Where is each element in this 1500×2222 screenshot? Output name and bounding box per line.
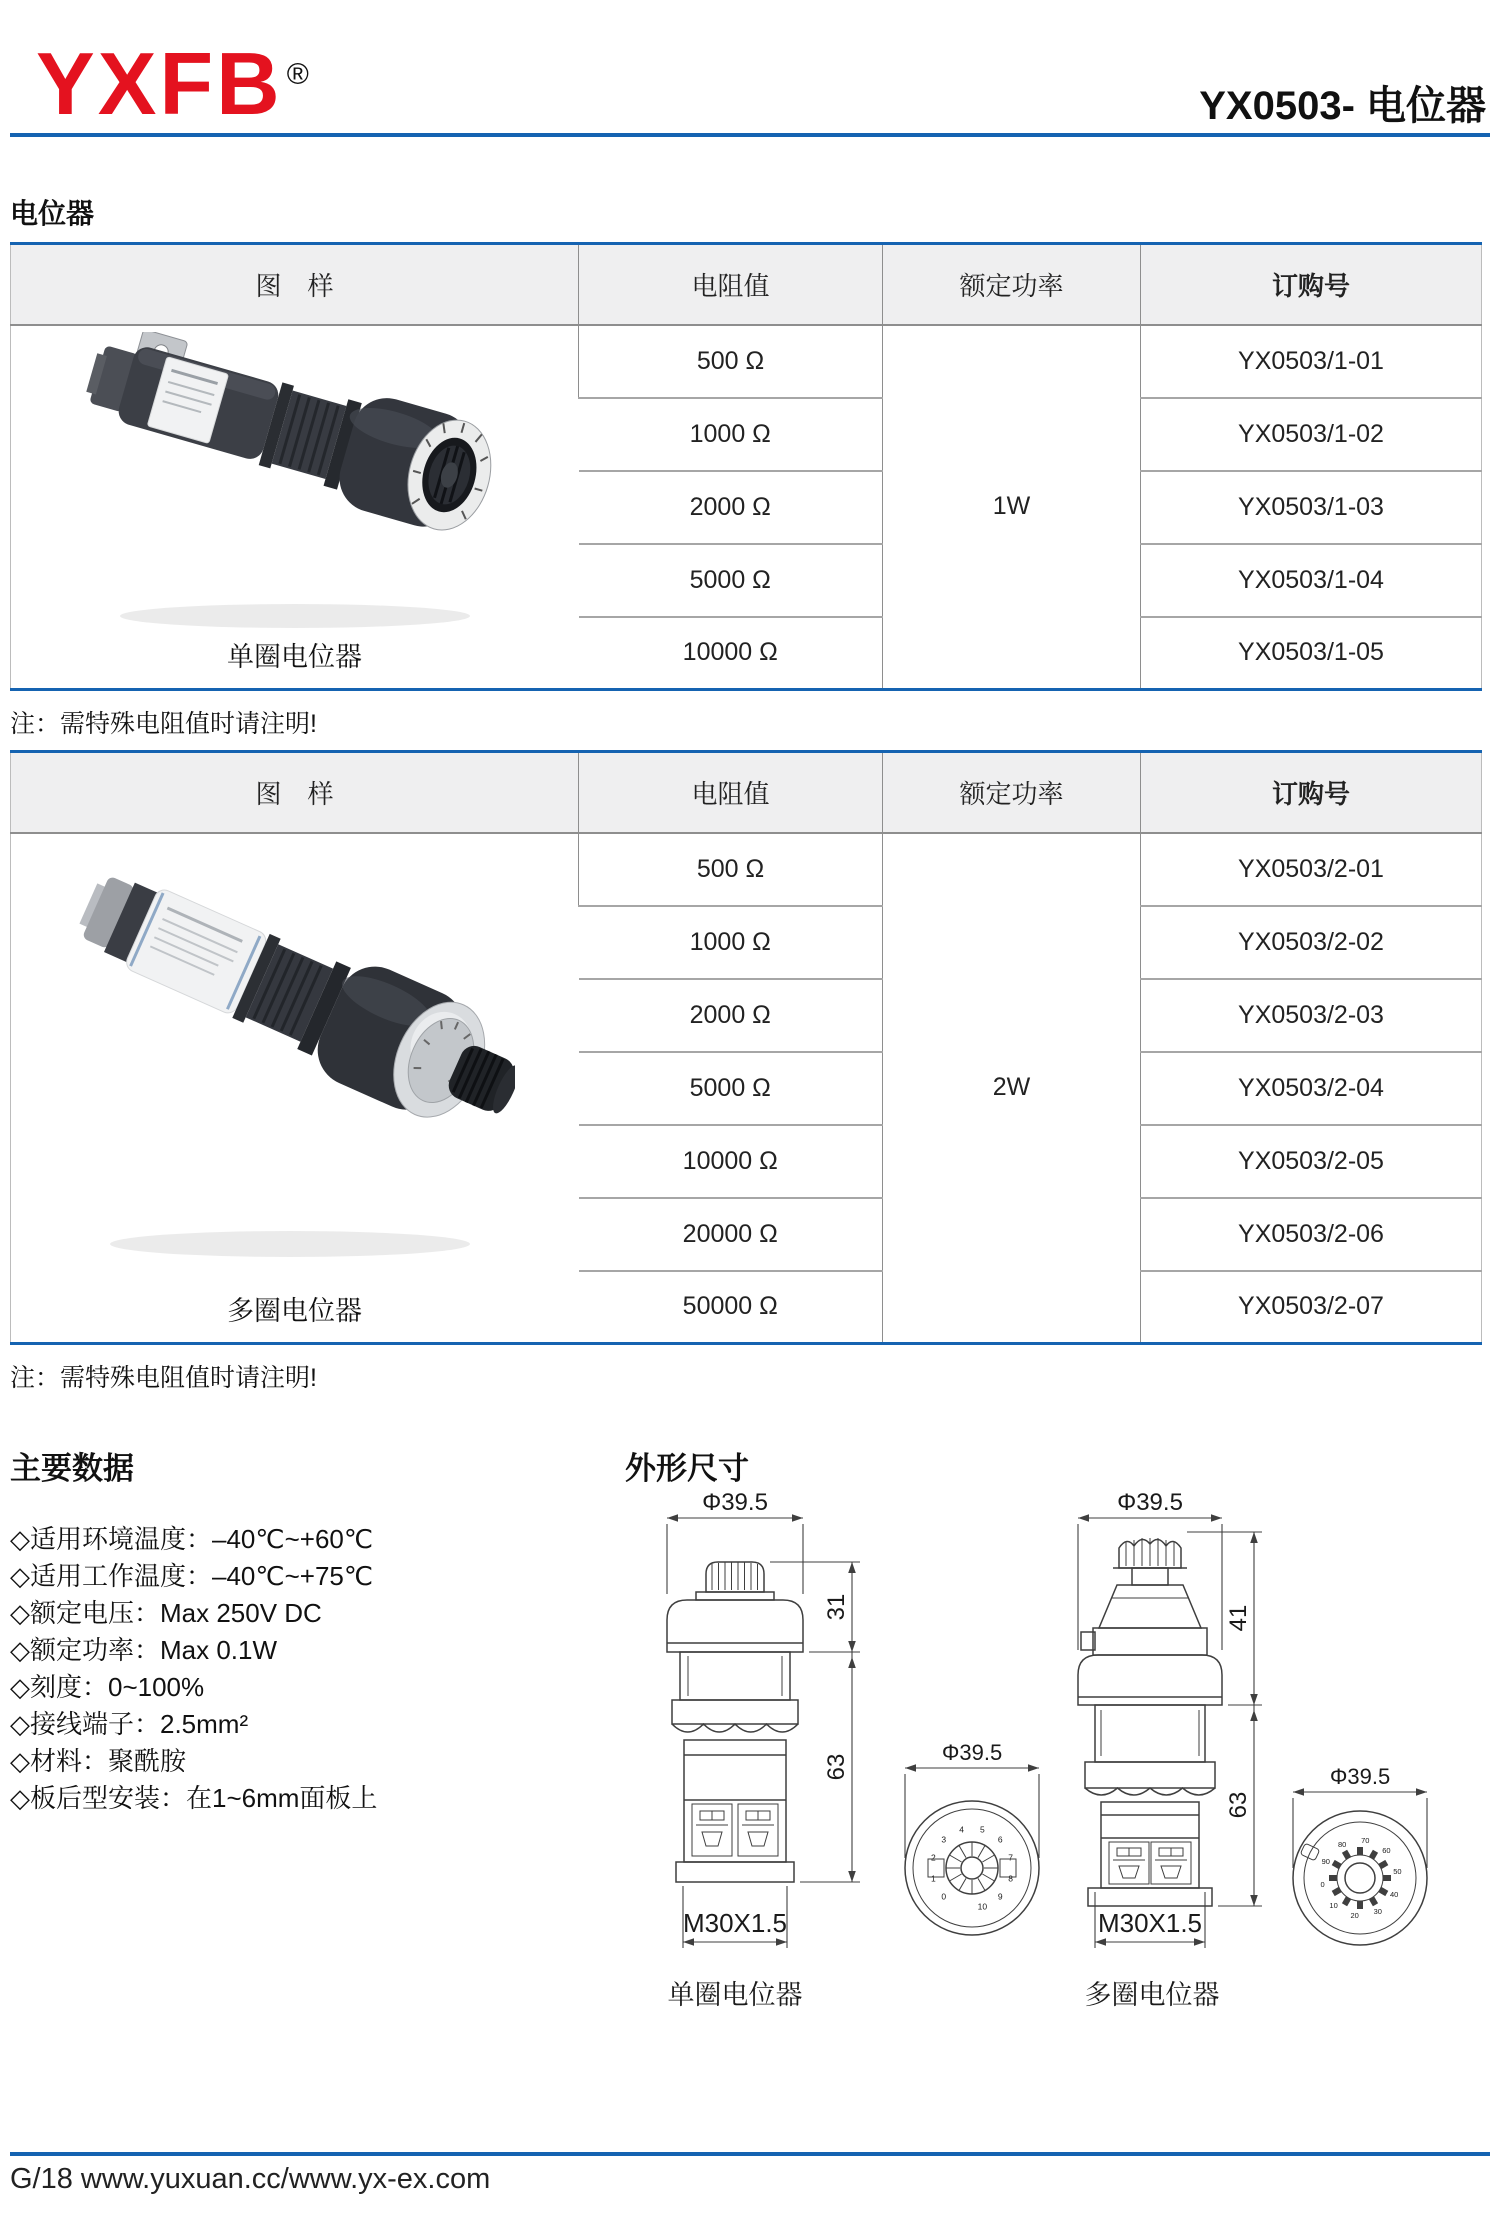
single-turn-table [10,242,1482,691]
dial-number: 1 [931,1873,936,1884]
dial-number: 90 [1321,1856,1330,1866]
dim-multi-thread: M30X1.5 [1097,1908,1203,1938]
photo-label: 多圈电位器 [227,1296,362,1326]
page-title: YX0503- 电位器 [1199,84,1486,128]
col-header-order: 订购号 [1141,244,1482,325]
order-cell: YX0503/2-03 [1141,979,1482,1052]
header-rule [10,133,1490,137]
dial-number: 30 [1373,1907,1382,1917]
spec-item: ◇刻度：0~100% [10,1672,205,1702]
specs-title: 主要数据 [10,1451,134,1486]
order-cell: YX0503/2-05 [1141,1125,1482,1198]
order-cell: YX0503/2-04 [1141,1052,1482,1125]
dim-multi-face-dia: Φ39.5 [1329,1764,1391,1789]
spec-item: ◇材料：聚酰胺 [10,1746,186,1776]
resistance-cell: 10000 Ω [579,617,883,690]
section-title: 电位器 [10,198,95,229]
col-header-resistance: 电阻值 [579,752,883,833]
footer-rule [10,2152,1490,2156]
drawing-label-single: 单圈电位器 [667,1980,803,2010]
order-cell: YX0503/2-06 [1141,1198,1482,1271]
order-cell: YX0503/2-02 [1141,906,1482,979]
resistance-cell: 1000 Ω [579,398,883,471]
dial-number: 10 [977,1901,988,1912]
order-cell: YX0503/2-01 [1141,833,1482,906]
sample-cell [11,325,579,690]
order-cell: YX0503/1-03 [1141,471,1482,544]
spec-item: ◇板后型安装：在1~6mm面板上 [10,1783,378,1813]
order-cell: YX0503/1-05 [1141,617,1482,690]
dial-number: 20 [1350,1911,1359,1921]
dial-number: 80 [1338,1839,1347,1849]
drawing-label-multi: 多圈电位器 [1084,1980,1220,2010]
dim-single-thread: M30X1.5 [682,1908,788,1938]
dial-number: 50 [1393,1866,1402,1876]
resistance-cell: 500 Ω [579,833,883,906]
specs-list [10,1521,610,1817]
dial-number: 40 [1390,1890,1399,1900]
table-note: 注：需特殊电阻值时请注明! [10,710,317,738]
dim-single-face-dia: Φ39.5 [941,1740,1003,1765]
col-header-power: 额定功率 [883,752,1141,833]
dial-number: 0 [941,1891,947,1902]
spec-item: ◇适用环境温度：–40℃~+60℃ [10,1524,374,1554]
spec-item: ◇接线端子：2.5mm² [10,1709,249,1739]
drawing-multi-front [1078,1489,1262,2010]
col-header-power: 额定功率 [883,244,1141,325]
resistance-cell: 10000 Ω [579,1125,883,1198]
dim-multi-top-dia: Φ39.5 [1117,1489,1183,1516]
col-header-sample: 图 样 [11,752,579,833]
dim-single-h-lower: 63 [823,1753,850,1781]
resistance-cell: 2000 Ω [579,979,883,1052]
dimension-drawings [620,1480,1500,2040]
single-turn-photo [75,332,515,632]
photo-label: 单圈电位器 [227,642,362,672]
col-header-order: 订购号 [1141,752,1482,833]
col-header-sample: 图 样 [11,244,579,325]
table-row [11,325,1482,398]
order-cell: YX0503/1-01 [1141,325,1482,398]
footer-text: G/18 www.yuxuan.cc/www.yx-ex.com [10,2163,491,2195]
resistance-cell: 20000 Ω [579,1198,883,1271]
dial-number: 0 [1320,1880,1325,1890]
resistance-cell: 1000 Ω [579,906,883,979]
brand-logo [36,34,312,133]
col-header-resistance: 电阻值 [579,244,883,325]
resistance-cell: 50000 Ω [579,1271,883,1344]
dial-number: 7 [1008,1852,1013,1863]
table-row [11,833,1482,906]
power-cell: 1W [883,325,1141,690]
drawing-multi-dial [1293,1764,1427,1945]
multi-turn-photo [75,844,515,1264]
dial-number: 70 [1361,1835,1370,1845]
table-header-row [11,244,1482,325]
dial-number: 5 [980,1824,985,1835]
dims-title: 外形尺寸 [625,1451,749,1486]
dim-single-top-dia: Φ39.5 [702,1489,768,1516]
dial-number: 8 [1008,1873,1013,1884]
dim-multi-h-upper: 41 [1225,1604,1252,1632]
dial-number: 2 [931,1852,936,1863]
power-cell: 2W [883,833,1141,1344]
table-header-row [11,752,1482,833]
dial-number: 3 [941,1834,947,1845]
registered-mark: ® [286,57,312,91]
resistance-cell: 2000 Ω [579,471,883,544]
dial-number: 9 [997,1891,1003,1902]
drawing-single-front [667,1489,860,2010]
spec-item: ◇额定电压：Max 250V DC [10,1598,322,1628]
order-cell: YX0503/2-07 [1141,1271,1482,1344]
brand-logo-text: YXFB [36,34,283,133]
spec-item: ◇适用工作温度：–40℃~+75℃ [10,1561,374,1591]
dial-number: 10 [1329,1900,1338,1910]
resistance-cell: 5000 Ω [579,1052,883,1125]
table-note: 注：需特殊电阻值时请注明! [10,1364,317,1392]
resistance-cell: 5000 Ω [579,544,883,617]
order-cell: YX0503/1-02 [1141,398,1482,471]
sample-cell [11,833,579,1344]
order-cell: YX0503/1-04 [1141,544,1482,617]
dial-number: 6 [997,1834,1003,1845]
dial-number: 60 [1382,1846,1391,1856]
drawing-single-dial [905,1740,1039,1935]
dim-multi-h-lower: 63 [1225,1791,1252,1819]
resistance-cell: 500 Ω [579,325,883,398]
dim-single-h-upper: 31 [823,1593,850,1621]
dial-number: 4 [959,1824,964,1835]
spec-item: ◇额定功率：Max 0.1W [10,1635,278,1665]
multi-turn-table [10,750,1482,1345]
